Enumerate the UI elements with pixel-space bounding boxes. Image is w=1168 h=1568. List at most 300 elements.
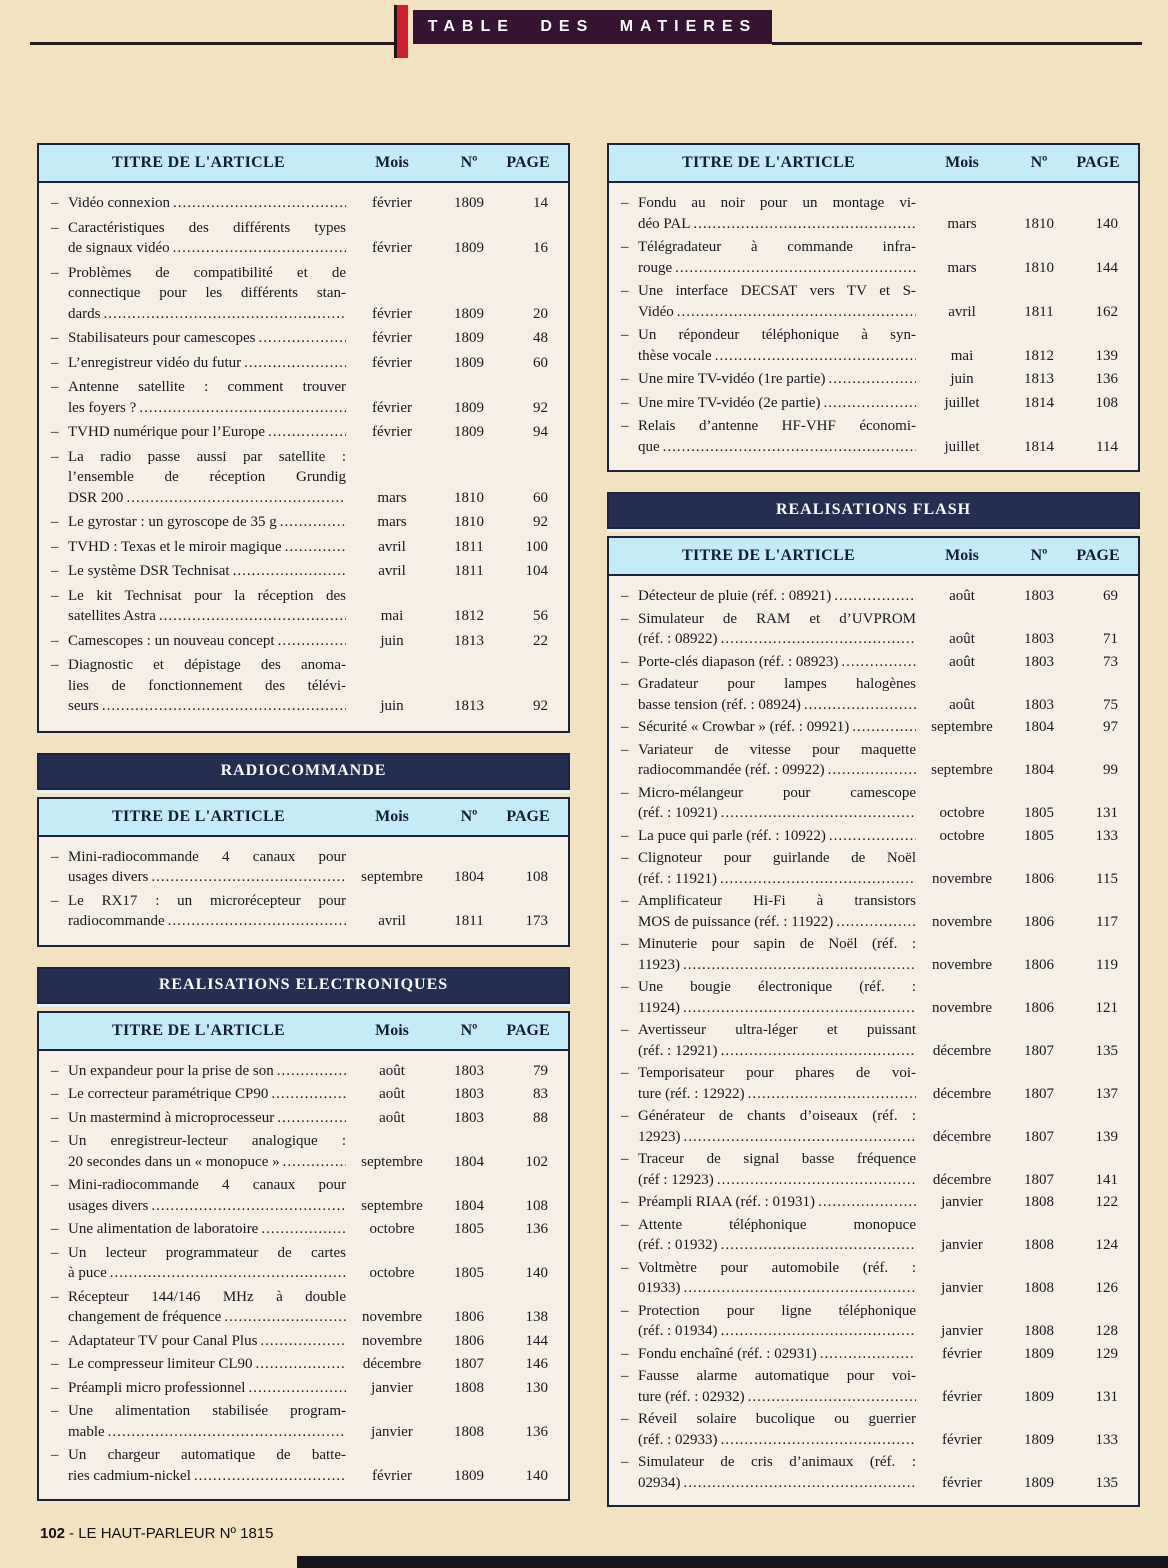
entry-title-lastline [68, 1196, 346, 1217]
entry-page-number: 60 [533, 489, 548, 506]
entry-issue-number: 1813 [1024, 371, 1054, 387]
entry-title-text: Une mire TV-vidéo (1re partie) [638, 371, 826, 387]
entry-title [638, 1452, 916, 1493]
entry-title [638, 586, 916, 607]
toc-entry [621, 193, 1126, 234]
entry-title [638, 1106, 916, 1147]
dot-leader [721, 1041, 916, 1062]
entry-title-text: Vidéo connexion [68, 195, 170, 211]
entry-title-lastline [638, 1344, 916, 1365]
entry-month: janvier [941, 1280, 983, 1296]
entry-title-text: thèse vocale [638, 347, 712, 364]
table-box-realisations-flash [607, 536, 1140, 1507]
entry-dash: – [51, 1332, 59, 1349]
entry-title [68, 1175, 346, 1216]
dot-leader [173, 238, 346, 259]
entry-dash: – [621, 1216, 629, 1233]
entry-dash: – [621, 418, 629, 434]
bottom-edge-strip [297, 1556, 1168, 1568]
entry-month: décembre [932, 1085, 992, 1102]
entry-dash: – [51, 1244, 59, 1261]
toc-entry [621, 416, 1126, 457]
entry-title [638, 1409, 916, 1450]
column-header-no: Nº [1030, 547, 1048, 564]
entry-title-text: Vidéo [638, 303, 674, 320]
dot-leader [721, 629, 916, 650]
entry-title-text: rouge [638, 259, 673, 276]
entry-issue-number: 1806 [1024, 870, 1054, 887]
toc-entry [621, 977, 1126, 1018]
entry-title-text: TVHD : Texas et le miroir magique [68, 538, 282, 555]
entry-issue-number: 1806 [454, 1309, 484, 1325]
toc-entry [621, 1106, 1126, 1147]
entry-issue-number: 1803 [454, 1086, 484, 1102]
entry-dash: – [51, 330, 59, 346]
entry-title [638, 891, 916, 932]
entry-page-number: 144 [1095, 259, 1118, 276]
entry-page-number: 73 [1103, 653, 1118, 670]
entry-month: août [379, 1062, 405, 1079]
entry-issue-number: 1804 [1024, 762, 1054, 778]
entry-issue-number: 1806 [1024, 999, 1054, 1016]
entry-title-text: (réf. : 11921) [638, 870, 717, 887]
entry-title-line: Simulateur de cris d’animaux (réf. : [638, 1454, 916, 1470]
entry-month: mars [947, 215, 977, 232]
entry-title-lastline [68, 631, 346, 652]
entry-dash: – [621, 1454, 629, 1470]
dot-leader [720, 869, 916, 890]
entry-title-text: La puce qui parle (réf. : 10922) [638, 827, 826, 844]
entry-month: août [379, 1086, 405, 1102]
entry-dash: – [51, 424, 59, 440]
entry-title-line: Télégradateur à commande infra- [638, 239, 916, 255]
entry-page-number: 60 [533, 354, 548, 371]
entry-dash: – [621, 784, 629, 801]
entry-month: décembre [362, 1356, 422, 1372]
entry-title [68, 263, 346, 325]
entry-issue-number: 1812 [454, 608, 484, 624]
entry-title-line: Antenne satellite : comment trouver [68, 379, 346, 395]
entry-title-text: ture (réf. : 12922) [638, 1085, 745, 1102]
entry-title [68, 512, 346, 533]
toc-entry [621, 1215, 1126, 1256]
entry-page-number: 140 [525, 1467, 548, 1484]
toc-table-top-left [37, 143, 570, 733]
entry-title-line: Une bougie électronique (réf. : [638, 979, 916, 995]
entry-issue-number: 1803 [1024, 631, 1054, 647]
entry-dash: – [51, 514, 59, 530]
entry-month: janvier [371, 1423, 413, 1440]
entry-title-lastline [68, 696, 346, 717]
column-header-page: PAGE [506, 807, 550, 825]
entry-month: août [379, 1109, 405, 1126]
entry-issue-number: 1803 [1024, 653, 1054, 670]
entry-dash: – [51, 892, 59, 909]
toc-entry [51, 561, 556, 582]
page-banner [413, 10, 772, 44]
entry-dash: – [51, 195, 59, 211]
entry-title-line: Minuterie pour sapin de Noël (réf. : [638, 936, 916, 952]
entry-dash: – [621, 588, 629, 604]
column-header-mois: Mois [375, 1021, 409, 1039]
toc-entry [51, 1175, 556, 1216]
entry-title-lastline [638, 437, 916, 458]
entry-dash: – [51, 1221, 59, 1237]
entry-title-text: radiocommandée (réf. : 09922) [638, 762, 825, 778]
dot-leader [277, 1061, 346, 1082]
entry-issue-number: 1803 [454, 1062, 484, 1079]
column-header-page: PAGE [1076, 547, 1120, 564]
entry-title-text: Adaptateur TV pour Canal Plus [68, 1332, 258, 1349]
entry-page-number: 79 [533, 1062, 548, 1079]
entry-title-text: Un expandeur pour la prise de son [68, 1062, 274, 1079]
toc-entry [51, 1108, 556, 1129]
entry-issue-number: 1810 [454, 514, 484, 530]
entry-dash: – [621, 936, 629, 952]
entry-dash: – [51, 379, 59, 395]
table-box-top-right [607, 143, 1140, 472]
toc-entry [621, 369, 1126, 390]
dot-leader [820, 1344, 916, 1365]
entry-page-number: 137 [1095, 1085, 1118, 1102]
dot-leader [715, 346, 916, 367]
column-header-page: PAGE [506, 154, 550, 171]
entry-dash: – [621, 327, 629, 343]
entry-title-lastline [68, 193, 346, 214]
entry-title [638, 1192, 916, 1213]
entry-title-text: 20 secondes dans un « monopuce » [68, 1153, 280, 1170]
column-header-no: Nº [1030, 154, 1048, 171]
entry-issue-number: 1813 [454, 698, 484, 714]
entry-title-text: Stabilisateurs pour camescopes [68, 330, 256, 346]
dot-leader [285, 537, 346, 558]
entry-month: octobre [939, 805, 985, 821]
entry-title-lastline [638, 760, 916, 781]
entry-page-number: 100 [525, 538, 548, 555]
entry-dash: – [621, 676, 629, 692]
dot-leader [675, 258, 916, 279]
section-title-realisations-electroniques: REALISATIONS ELECTRONIQUES [37, 967, 570, 1004]
entry-page-number: 140 [1095, 215, 1118, 232]
entry-page-number: 121 [1095, 999, 1118, 1016]
entry-title-line: Générateur de chants d’oiseaux (réf. : [638, 1108, 916, 1124]
toc-entry [51, 655, 556, 717]
toc-entry [621, 848, 1126, 889]
entry-title-text: à puce [68, 1265, 107, 1281]
toc-table-realisations-electroniques [37, 967, 570, 1502]
entry-title-text: radiocommande [68, 913, 165, 929]
entry-issue-number: 1809 [1024, 1345, 1054, 1362]
dot-leader [108, 1422, 346, 1443]
entry-month: novembre [362, 1332, 422, 1349]
toc-entry [621, 891, 1126, 932]
dot-leader [841, 652, 916, 673]
entry-issue-number: 1809 [454, 354, 484, 371]
entry-month: octobre [939, 827, 985, 844]
entry-issue-number: 1810 [1024, 215, 1054, 232]
entry-issue-number: 1805 [1024, 805, 1054, 821]
dot-leader [224, 1307, 346, 1328]
entry-dash: – [621, 195, 629, 211]
entry-dash: – [51, 587, 59, 604]
header-rule-left [30, 42, 394, 45]
toc-entry [621, 1149, 1126, 1190]
toc-entry [621, 740, 1126, 781]
entry-issue-number: 1811 [1024, 303, 1054, 320]
entry-title [68, 1378, 346, 1399]
entry-title-text: Détecteur de pluie (réf. : 08921) [638, 588, 832, 604]
dot-leader [126, 488, 346, 509]
entry-title-text: Le correcteur paramétrique CP90 [68, 1086, 269, 1102]
entry-title-lastline [68, 488, 346, 509]
entry-title [68, 422, 346, 443]
toc-entry [51, 631, 556, 652]
entry-month: janvier [941, 1323, 983, 1339]
entry-dash: – [621, 893, 629, 909]
dot-leader [261, 1219, 346, 1240]
entry-title-lastline [68, 911, 346, 932]
entry-title [638, 934, 916, 975]
entry-title-lastline [638, 695, 916, 716]
entry-title-text: (réf. : 01934) [638, 1323, 718, 1339]
entry-title-lastline [68, 304, 346, 325]
dot-leader [663, 437, 916, 458]
entry-page-number: 140 [525, 1265, 548, 1281]
entry-issue-number: 1814 [1024, 394, 1054, 411]
entry-title-text: (réf. : 08922) [638, 631, 718, 647]
footer [40, 1525, 273, 1542]
dot-leader [159, 606, 346, 627]
entry-title [68, 1287, 346, 1328]
entry-issue-number: 1809 [454, 330, 484, 346]
column-header-no: Nº [460, 1021, 478, 1039]
entry-month: août [949, 653, 975, 670]
toc-entry [621, 717, 1126, 738]
dot-leader [277, 1108, 346, 1129]
entry-title-lastline [638, 912, 916, 933]
entry-title-text: 01933) [638, 1280, 681, 1296]
entry-title [638, 717, 916, 738]
entry-title [638, 1020, 916, 1061]
entry-page-number: 88 [533, 1109, 548, 1126]
toc-entry [51, 1401, 556, 1442]
entry-issue-number: 1808 [1024, 1280, 1054, 1296]
toc-entry [621, 1366, 1126, 1407]
entry-page-number: 173 [525, 913, 548, 929]
entry-dash: – [51, 264, 59, 281]
entry-title-lastline [638, 717, 916, 738]
toc-table-top-right [607, 143, 1140, 472]
entry-title-line: Un lecteur programmateur de cartes [68, 1244, 346, 1261]
entry-page-number: 162 [1095, 303, 1118, 320]
column-header-row [39, 145, 568, 183]
entry-page-number: 102 [525, 1153, 548, 1170]
column-header-title: TITRE DE L'ARTICLE [682, 547, 855, 564]
entry-title-lastline [68, 1466, 346, 1487]
dot-leader [823, 393, 916, 414]
entry-issue-number: 1810 [454, 489, 484, 506]
dot-leader [721, 803, 916, 824]
dot-leader [102, 696, 346, 717]
entry-title-lastline [68, 1263, 346, 1284]
dot-leader [151, 867, 346, 888]
entry-issue-number: 1806 [1024, 956, 1054, 973]
entry-page-number: 114 [1096, 438, 1118, 455]
entry-title-line: Caractéristiques des différents types [68, 219, 346, 236]
entry-dash: – [51, 1086, 59, 1102]
entry-month: octobre [369, 1221, 415, 1237]
entry-title-text: Sécurité « Crowbar » (réf. : 09921) [638, 719, 850, 735]
entry-title [638, 652, 916, 673]
dot-leader [110, 1263, 346, 1284]
entry-title-lastline [68, 1152, 346, 1173]
dot-leader [684, 1127, 917, 1148]
entry-title [68, 847, 346, 888]
entry-title-line: Problèmes de compatibilité et de [68, 264, 346, 281]
entry-month: février [372, 424, 412, 440]
entry-title-lastline [638, 1041, 916, 1062]
dot-leader [268, 422, 346, 443]
toc-entry [51, 1061, 556, 1082]
entry-title-line: Micro-mélangeur pour camescope [638, 784, 916, 801]
entry-page-number: 108 [525, 1197, 548, 1214]
entry-title-text: de signaux vidéo [68, 240, 170, 256]
entry-month: mars [377, 514, 407, 530]
entry-title-text: (réf. : 12921) [638, 1042, 718, 1059]
entry-dash: – [621, 1194, 629, 1210]
entry-dash: – [51, 1447, 59, 1463]
entry-title-lastline [638, 1192, 916, 1213]
toc-entry [621, 1063, 1126, 1104]
toc-entry [621, 783, 1126, 824]
toc-entry [51, 537, 556, 558]
entry-month: avril [948, 303, 976, 320]
entry-page-number: 20 [533, 305, 548, 322]
dot-leader [683, 955, 916, 976]
dot-leader [151, 1196, 346, 1217]
entry-title-lastline [638, 1170, 916, 1191]
entry-page-number: 104 [525, 563, 548, 579]
entry-title-lastline [68, 1084, 346, 1105]
entry-title-line: Clignoteur pour guirlande de Noël [638, 850, 916, 866]
entry-month: avril [378, 538, 406, 555]
entry-month: décembre [932, 1128, 992, 1145]
right-column [607, 143, 1140, 1507]
dot-leader [684, 1473, 917, 1494]
table-body [39, 837, 568, 945]
entry-title-line: connectique pour les différents stan- [68, 285, 346, 301]
entry-title-lastline [638, 998, 916, 1019]
toc-table-realisations-flash [607, 492, 1140, 1507]
entry-page-number: 14 [533, 195, 548, 211]
entry-page-number: 83 [533, 1086, 548, 1102]
entry-title-line: Un répondeur téléphonique à syn- [638, 327, 916, 343]
toc-entry [51, 353, 556, 374]
toc-entry [621, 674, 1126, 715]
entry-title-lastline [638, 652, 916, 673]
entry-page-number: 94 [533, 424, 548, 440]
entry-dash: – [51, 448, 59, 465]
entry-title-lastline [68, 867, 346, 888]
entry-title-line: Voltmètre pour automobile (réf. : [638, 1259, 916, 1276]
toc-entry [621, 652, 1126, 673]
entry-title-line: Une alimentation stabilisée program- [68, 1403, 346, 1419]
entry-title [638, 1366, 916, 1407]
entry-page-number: 92 [533, 698, 548, 714]
toc-entry [51, 1354, 556, 1375]
toc-entry [621, 934, 1126, 975]
entry-title-lastline [638, 258, 916, 279]
entry-title [68, 631, 346, 652]
toc-entry [621, 281, 1126, 322]
entry-title-text: seurs [68, 698, 99, 714]
dot-leader [804, 695, 916, 716]
entry-title-lastline [638, 369, 916, 390]
entry-dash: – [621, 1108, 629, 1124]
footer-page-number: 102 [40, 1525, 66, 1542]
entry-page-number: 119 [1096, 956, 1118, 973]
entry-dash: – [621, 719, 629, 735]
dot-leader [677, 302, 916, 323]
entry-issue-number: 1808 [1024, 1323, 1054, 1339]
column-header-row [39, 799, 568, 837]
entry-page-number: 126 [1095, 1280, 1118, 1296]
entry-month: septembre [361, 869, 423, 885]
footer-label: - LE HAUT-PARLEUR Nº 1815 [69, 1525, 274, 1542]
entry-title-lastline [638, 629, 916, 650]
column-header-row [609, 538, 1138, 576]
toc-entry [621, 826, 1126, 847]
entry-title [68, 1061, 346, 1082]
column-header-mois: Mois [375, 154, 409, 171]
entry-page-number: 144 [525, 1332, 548, 1349]
entry-page-number: 108 [525, 869, 548, 885]
entry-dash: – [621, 827, 629, 844]
entry-page-number: 138 [525, 1309, 548, 1325]
entry-issue-number: 1811 [454, 538, 484, 555]
toc-entry [51, 512, 556, 533]
toc-entry [51, 1287, 556, 1328]
entry-title-lastline [68, 1378, 346, 1399]
entry-month: février [942, 1431, 982, 1448]
entry-dash: – [621, 653, 629, 670]
entry-month: décembre [932, 1171, 992, 1188]
dot-leader [173, 193, 346, 214]
entry-title [68, 1331, 346, 1352]
entry-title-line: Le RX17 : un microrécepteur pour [68, 892, 346, 909]
entry-issue-number: 1809 [454, 305, 484, 322]
dot-leader [828, 760, 916, 781]
dot-leader [721, 1321, 916, 1342]
dot-leader [683, 998, 916, 1019]
entry-page-number: 135 [1095, 1042, 1118, 1059]
entry-dash: – [621, 1411, 629, 1427]
column-header-mois: Mois [375, 807, 409, 825]
entry-month: janvier [941, 1237, 983, 1253]
entry-month: août [949, 588, 975, 604]
toc-entry [51, 377, 556, 418]
entry-title-line: Traceur de signal basse fréquence [638, 1151, 916, 1167]
dot-leader [278, 631, 346, 652]
entry-title-lastline [68, 1354, 346, 1375]
column-header-page: PAGE [1076, 154, 1120, 171]
entry-month: novembre [932, 999, 992, 1016]
entry-dash: – [621, 850, 629, 866]
entry-title-lastline [68, 328, 346, 349]
entry-page-number: 22 [533, 632, 548, 649]
toc-entry [621, 1192, 1126, 1213]
entry-page-number: 124 [1095, 1237, 1118, 1253]
